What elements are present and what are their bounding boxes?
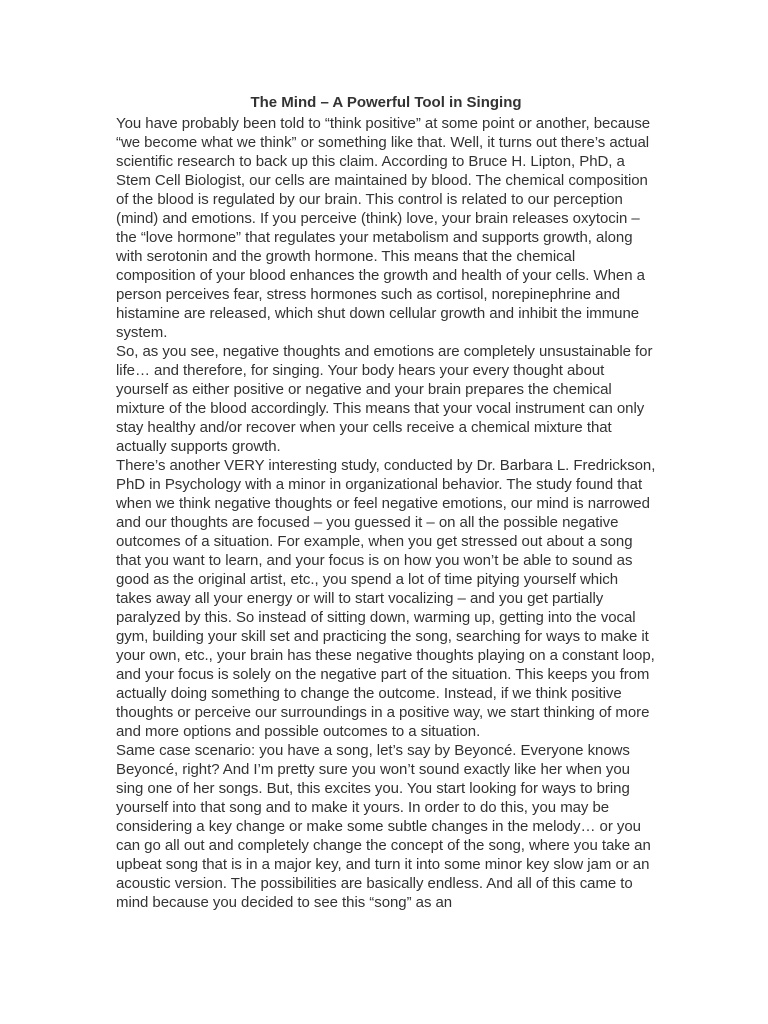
paragraph-1: You have probably been told to “think positive” at some point or another, because “we become what we think” or something like that. Well, it turns out there’s actual scientific research to back up this claim. According to Bruce H. Lipton, PhD, a Stem Cell Biologist, our cells are maintained by blood. The chemical composition of the blood is regulated by our brain. This control is related to our perception (mind) and emotions. If you perceive (think) love, your brain releases oxytocin – the “love hormone” that regulates your metabolism and supports growth, along with serotonin and the growth hormone. This means that the chemical composition of your blood enhances the growth and health of your cells. When a person perceives fear, stress hormones such as cortisol, norepinephrine and histamine are released, which shut down cellular growth and inhibit the immune system. [116,115,651,341]
paragraph-3: There’s another VERY interesting study, conducted by Dr. Barbara L. Fredrickson, PhD in Psychology with a minor in organizational behavior. The study found that when we think negative thoughts or feel negative emotions, our mind is narrowed and our thoughts are focused – you guessed it – on all the possible negative outcomes of a situation. For example, when you get stressed out about a song that you want to learn, and your focus is on how you won’t be able to sound as good as the original artist, etc., you spend a lot of time pitying yourself which takes away all your energy or will to start vocalizing – and you get partially paralyzed by this. So instead of sitting down, warming up, getting into the vocal gym, building your skill set and practicing the song, searching for ways to make it your own, etc., your brain has these negative thoughts playing on a constant loop, and your focus is solely on the negative part of the situation. This keeps you from actually doing something to change the outcome. Instead, if we think positive thoughts or perceive our surroundings in a positive way, we start thinking of more and more options and possible outcomes to a situation. [116,457,656,740]
paragraph-2: So, as you see, negative thoughts and emotions are completely unsustainable for life… and therefore, for singing. Your body hears your every thought about yourself as either positive or negative and your brain prepares the chemical mixture of the blood accordingly. This means that your vocal instrument can only stay healthy and/or recover when your cells receive a chemical mixture that actually supports growth. [116,343,653,455]
paragraph-4: Same case scenario: you have a song, let’s say by Beyoncé. Everyone knows Beyoncé, right? And I’m pretty sure you won’t sound exactly like her when you sing one of her songs. But, this excites you. You start looking for ways to bring yourself into that song and to make it yours. In order to do this, you may be considering a key change or make some subtle changes in the melody… or you can go all out and completely change the concept of the song, where you take an upbeat song that is in a major key, and turn it into some minor key slow jam or an acoustic version. The possibilities are basically endless. And all of this came to mind because you decided to see this “song” as an [116,742,651,911]
document-page [116,92,656,912]
document-title: The Mind – A Powerful Tool in Singing [250,94,522,111]
